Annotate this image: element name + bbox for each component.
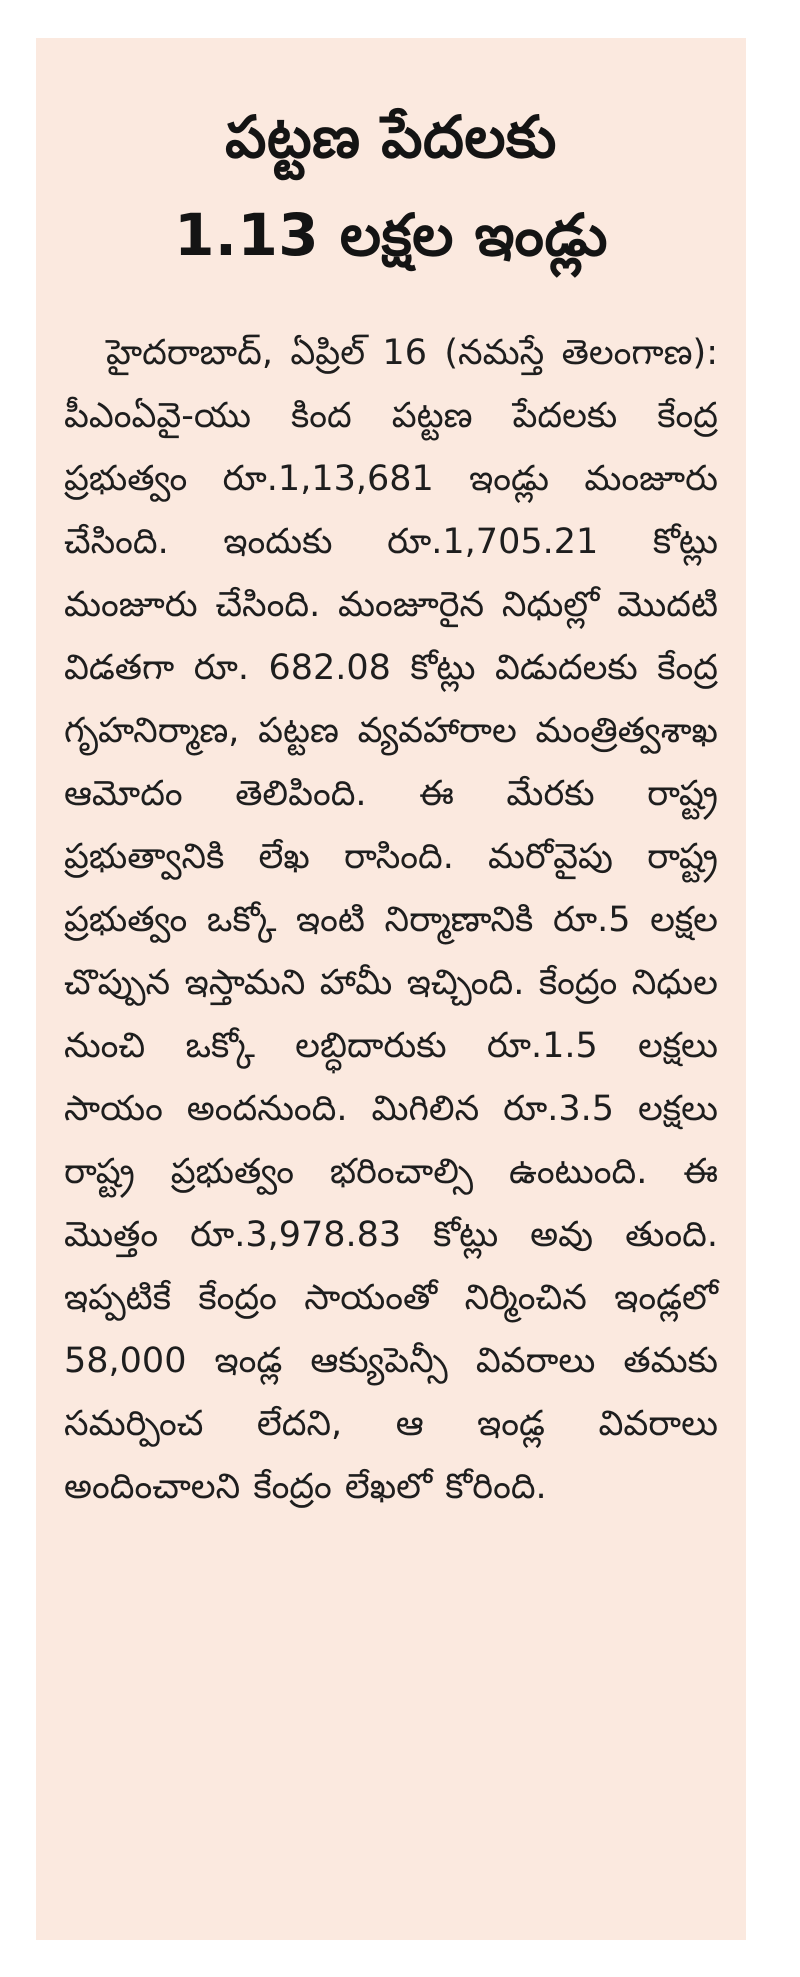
headline-line-2: 1.13 లక్షల ఇండ్లు: [174, 201, 608, 269]
news-clipping: [36, 38, 746, 1940]
headline: [64, 88, 718, 284]
article-body: హైదరాబాద్, ఏప్రిల్ 16 (నమస్తే తెలంగాణ): పీఎంఏవై-యు కింద పట్టణ పేదలకు కేంద్ర ప్రభుత్వం రూ.1,13,681 ఇండ్లు మంజూరు చేసింది. ఇందుకు రూ.1,705.21 కోట్లు మంజూరు చేసింది. మంజూరైన నిధుల్లో మొదటి విడతగా రూ. 682.08 కోట్లు విడుదలకు కేంద్ర గృహనిర్మాణ, పట్టణ వ్యవహారాల మంత్రిత్వశాఖ ఆమోదం తెలిపింది. ఈ మేరకు రాష్ట్ర ప్రభుత్వానికి లేఖ రాసింది. మరోవైపు రాష్ట్ర ప్రభుత్వం ఒక్కో ఇంటి నిర్మాణానికి రూ.5 లక్షల చొప్పున ఇస్తామని హామీ ఇచ్చింది. కేంద్రం నిధుల నుంచి ఒక్కో లబ్ధిదారుకు రూ.1.5 లక్షలు సాయం అందనుంది. మిగిలిన రూ.3.5 లక్షలు రాష్ట్ర ప్రభుత్వం భరించాల్సి ఉంటుంది. ఈ మొత్తం రూ.3,978.83 కోట్లు అవు తుంది. ఇప్పటికే కేంద్రం సాయంతో నిర్మించిన ఇండ్లలో 58,000 ఇండ్ల ఆక్యుపెన్సీ వివరాలు తమకు సమర్పించ లేదని, ఆ ఇండ్ల వివరాలు అందించాలని కేంద్రం లేఖలో కోరింది.: [64, 333, 718, 1507]
headline-line-1: పట్టణ పేదలకు: [225, 103, 557, 171]
